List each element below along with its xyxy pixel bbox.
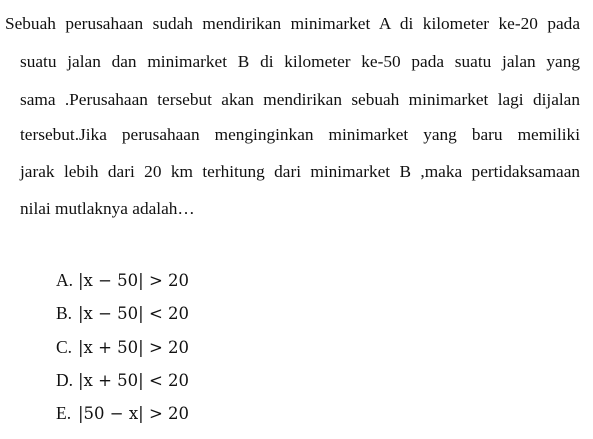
option-a[interactable] [56,270,189,291]
option-letter: B. [56,303,73,323]
option-expression: |x + 50| < 20 [78,371,190,390]
question-line-6: nilai mutlaknya adalah… [20,199,195,218]
option-letter: A. [56,270,74,290]
question-line-5: jarak lebih dari 20 km terhitung dari minimarket B ,maka pertidaksamaan [20,162,580,181]
option-b[interactable] [56,303,189,324]
option-e[interactable] [56,403,189,424]
question-line-2: suatu jalan dan minimarket B di kilometer ke-50 pada suatu jalan yang [20,52,580,71]
option-expression: |x − 50| < 20 [78,304,190,323]
option-expression: |50 − x| > 20 [78,404,190,423]
question-line-4: tersebut.Jika perusahaan menginginkan minimarket yang baru memiliki [20,125,580,144]
option-c[interactable] [56,337,189,358]
option-expression: |x − 50| > 20 [78,271,190,290]
option-letter: D. [56,370,74,390]
option-letter: C. [56,337,73,357]
option-expression: |x + 50| > 20 [78,338,190,357]
question-line-3: sama .Perusahaan tersebut akan mendirikan sebuah minimarket lagi dijalan [20,90,580,109]
option-d[interactable] [56,370,189,391]
option-letter: E. [56,403,72,423]
question-line-1: Sebuah perusahaan sudah mendirikan minimarket A di kilometer ke-20 pada [5,14,580,33]
